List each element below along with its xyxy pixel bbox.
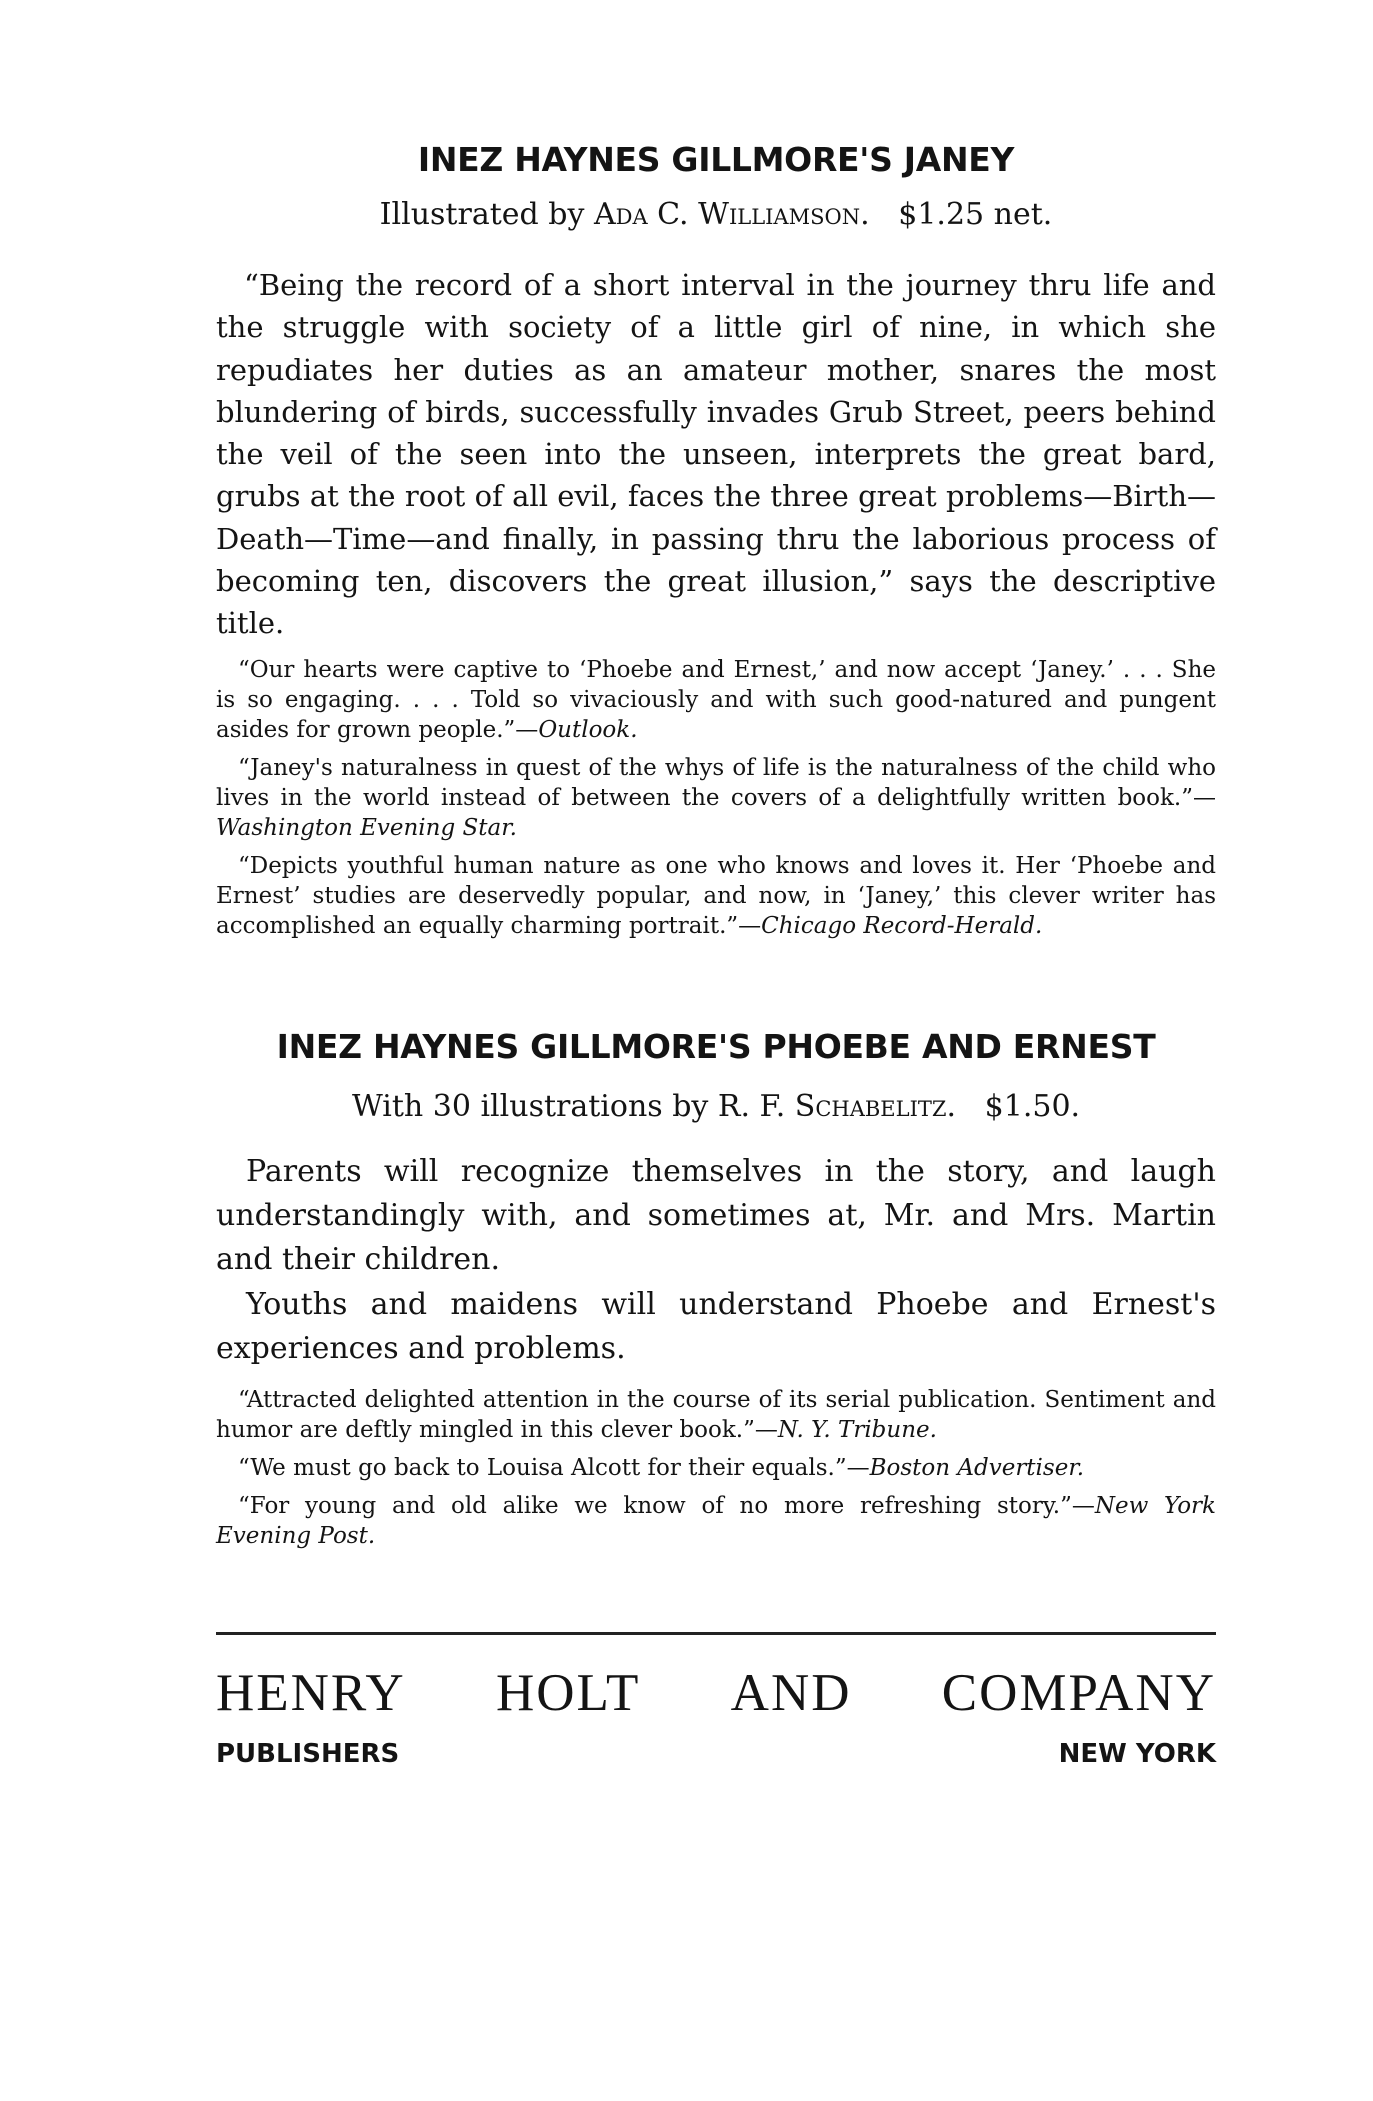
review-quote: “Our hearts were captive to ‘Phoebe and Ernest,’ and now accept ‘Janey.’ . . . She is so engaging. . . . Told so vivaciously and with such good-natured and pungent asides for grown people.”— [216,657,1216,743]
location-label: NEW YORK [1058,1739,1216,1769]
review-quote: “For young and old alike we know of no more refreshing story.”— [238,1493,1095,1519]
publisher-word: AND [730,1664,852,1722]
review-source: Washington Evening Star. [216,815,517,841]
phoebe-paragraph: Parents will recognize themselves in the story, and laugh understandingly with, and sometimes at, Mr. and Mrs. Martin and their children. [216,1154,1216,1277]
janey-byline [216,197,1216,233]
janey-illustrator: Ada C. Williamson. [593,197,870,232]
publishers-label: PUBLISHERS [216,1739,400,1769]
phoebe-review [216,1385,1216,1445]
publisher-name [216,1663,1216,1723]
janey-reviews [216,655,1216,941]
janey-review [216,851,1216,941]
phoebe-byline-prefix: With 30 illustrations by R. F. [351,1089,795,1124]
review-source: N. Y. Tribune. [777,1417,937,1443]
review-source: Boston Advertiser. [869,1455,1085,1481]
phoebe-review [216,1491,1216,1551]
footer-rule [216,1632,1216,1635]
review-quote: “Depicts youthful human nature as one who knows and loves it. Her ‘Phoebe and Ernest’ studies are deservedly popular, and now, in ‘Janey,’ this clever writer has accomplished an equally charming portrait.”— [216,853,1216,939]
janey-review [216,753,1216,843]
phoebe-price: $1.50. [984,1089,1081,1124]
review-source: New York Evening Post. [216,1493,1216,1549]
phoebe-byline [216,1089,1216,1125]
footer-row [216,1739,1216,1769]
phoebe-paragraph: Youths and maidens will understand Phoebe and Ernest's experiences and problems. [216,1287,1216,1366]
phoebe-heading: INEZ HAYNES GILLMORE'S PHOEBE AND ERNEST [276,1027,1156,1066]
review-quote: “Janey's naturalness in quest of the whys of life is the naturalness of the child who lives in the world instead of between the covers of a delightfully written book.”— [216,755,1216,811]
phoebe-review [216,1453,1216,1483]
janey-price: $1.25 net. [898,197,1053,232]
publisher-word: HENRY [216,1664,406,1722]
publisher-word: HOLT [495,1664,641,1722]
janey-byline-prefix: Illustrated by [379,197,594,232]
review-source: Chicago Record-Herald. [761,913,1043,939]
review-quote: “Attracted delighted attention in the course of its serial publication. Sentiment and humor are deftly mingled in this clever book.”— [216,1387,1216,1443]
phoebe-reviews [216,1385,1216,1551]
review-source: Outlook. [538,717,638,743]
janey-review [216,655,1216,745]
janey-heading: INEZ HAYNES GILLMORE'S JANEY [417,140,1015,179]
janey-description: “Being the record of a short interval in the journey thru life and the struggle with society of a little girl of nine, in which she repudiates her duties as an amateur mother, snares the most blundering of birds, successfully invades Grub Street, peers behind the veil of the seen into the unseen, interprets the great bard, grubs at the root of all evil, faces the three great problems—Birth—Death—Time—and finally, in passing thru the laborious process of becoming ten, discovers the great illusion,” says the descriptive title. [216,268,1216,641]
publisher-word: COMPANY [941,1664,1216,1722]
phoebe-illustrator: Schabelitz. [794,1089,957,1124]
review-quote: “We must go back to Louisa Alcott for their equals.”— [238,1455,870,1481]
